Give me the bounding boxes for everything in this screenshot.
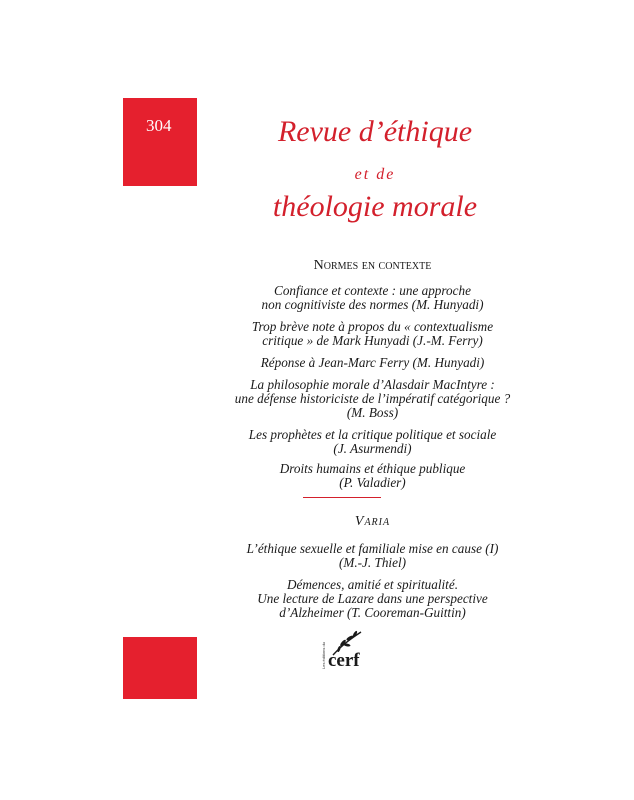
varia-article-2: [200, 578, 545, 620]
varia-article-2-line-3: d’Alzheimer (T. Cooreman-Guittin): [279, 605, 466, 620]
article-4-line-1: La philosophie morale d’Alasdair MacIntyre :: [250, 377, 495, 392]
title-line-1: Revue d’éthique: [277, 115, 473, 148]
article-2-line-2: critique » de Mark Hunyadi (J.-M. Ferry): [262, 333, 483, 348]
article-2-line-1: Trop brève note à propos du « contextualisme: [251, 319, 494, 334]
section-heading-varia: Varia: [354, 514, 391, 529]
article-5-line-2: (J. Asurmendi): [333, 441, 412, 456]
article-1: [200, 284, 545, 312]
article-6: [200, 462, 545, 490]
article-4-line-3: (M. Boss): [346, 405, 399, 420]
article-4: [200, 378, 545, 420]
varia-article-1-line-1: L’éthique sexuelle et familiale mise en cause (I): [246, 541, 499, 556]
publisher-wordmark: cerf: [328, 650, 360, 671]
article-3-line-1: Réponse à Jean-Marc Ferry (M. Hunyadi): [260, 355, 485, 370]
publisher-small-text-line: Les éditions du: [321, 642, 326, 669]
varia-article-2-line-2: Une lecture de Lazare dans une perspective: [257, 591, 488, 606]
red-block-top: [123, 98, 197, 186]
section-divider: [303, 497, 381, 498]
title-line-3: théologie morale: [272, 190, 478, 223]
section-heading-normes: Normes en contexte: [313, 258, 432, 273]
varia-article-1: [200, 542, 545, 570]
title-line-2: et de: [354, 166, 396, 183]
varia-article-1-line-2: (M.-J. Thiel): [338, 555, 406, 570]
article-3: [200, 356, 545, 370]
article-4-line-2: une défense historiciste de l’impératif catégorique ?: [234, 391, 511, 406]
red-block-bottom: [123, 637, 197, 699]
issue-number: 304: [146, 116, 172, 135]
article-5: [200, 428, 545, 456]
article-6-line-1: Droits humains et éthique publique: [279, 461, 466, 476]
article-1-line-1: Confiance et contexte : une approche: [274, 283, 471, 298]
article-1-line-2: non cognitiviste des normes (M. Hunyadi): [261, 297, 484, 312]
article-6-line-2: (P. Valadier): [339, 475, 406, 490]
article-5-line-1: Les prophètes et la critique politique et sociale: [248, 427, 497, 442]
varia-article-2-line-1: Démences, amitié et spiritualité.: [286, 577, 459, 592]
article-2: [200, 320, 545, 348]
